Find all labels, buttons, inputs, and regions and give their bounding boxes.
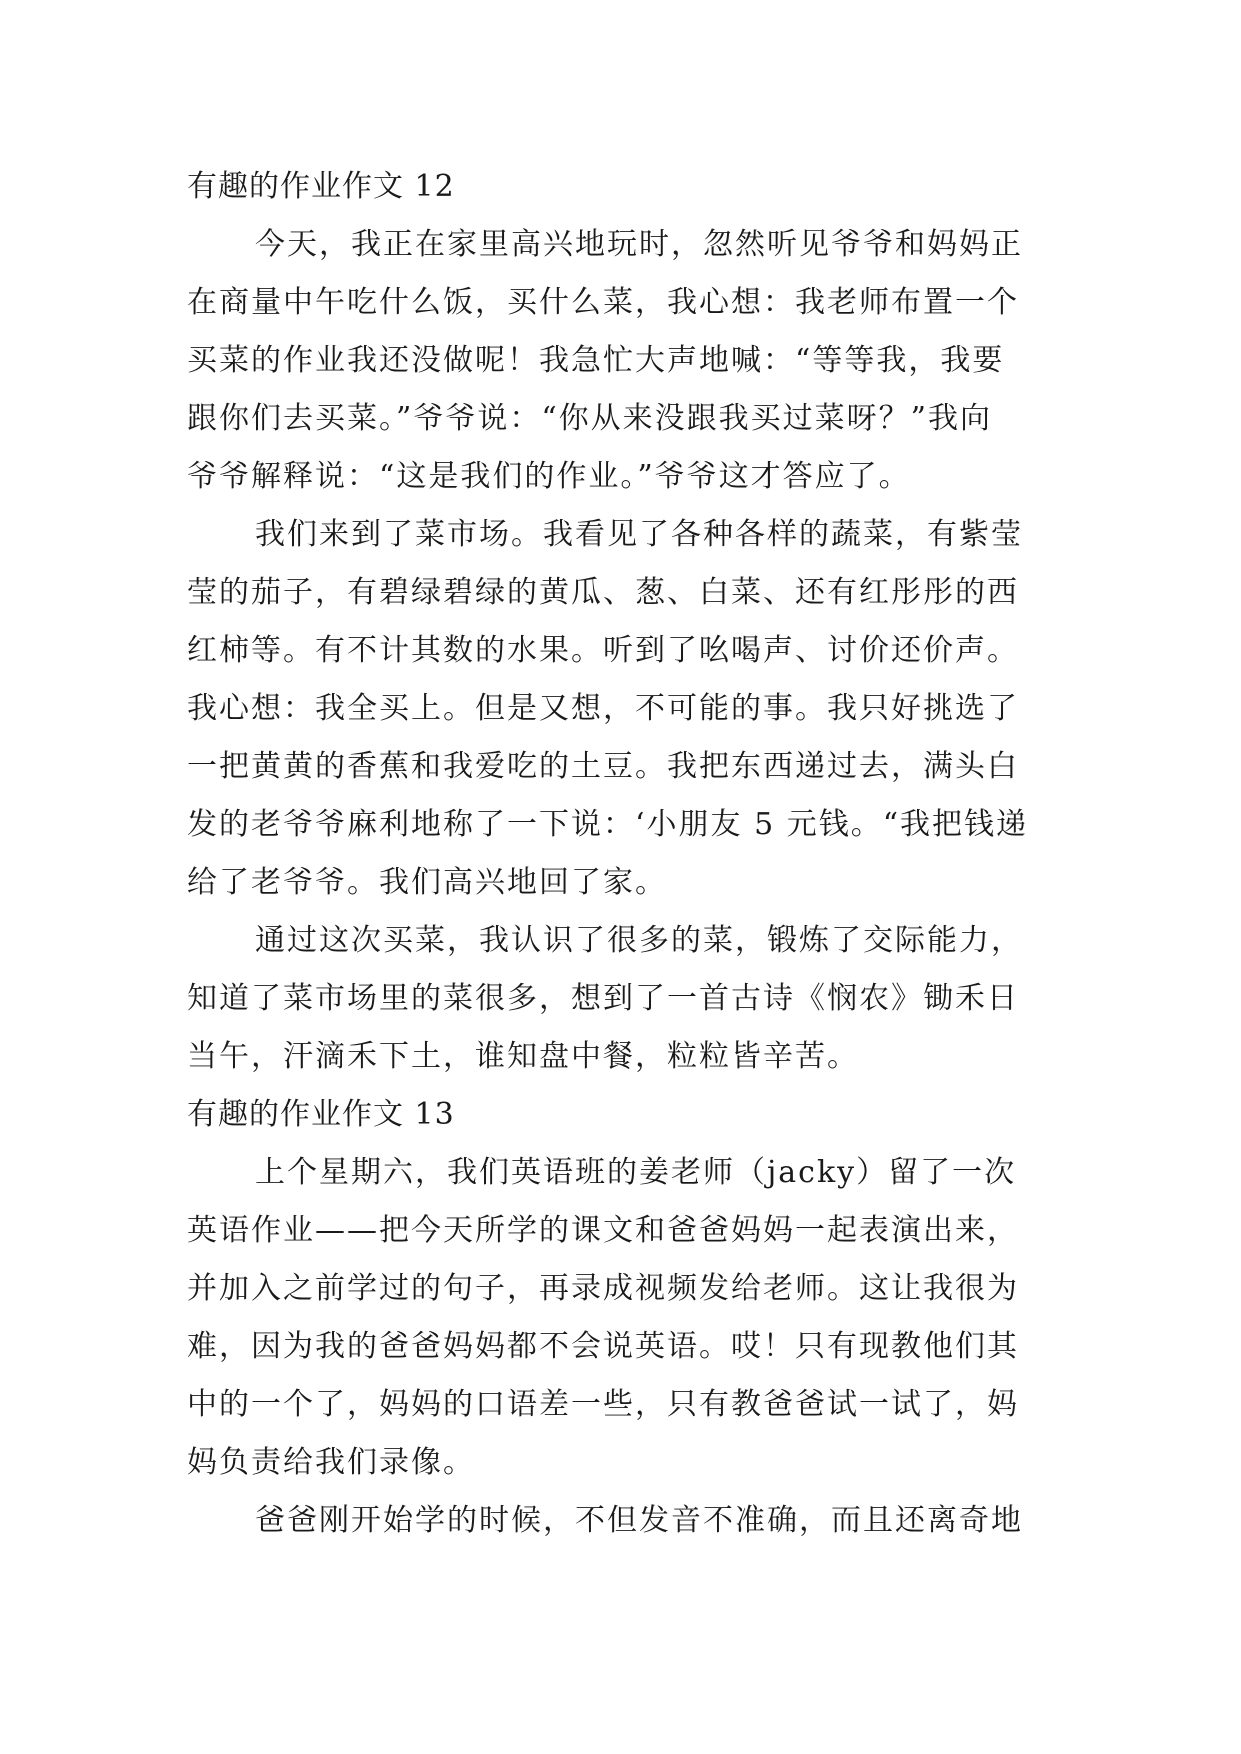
paragraph-line: 上个星期六，我们英语班的姜老师（jacky）留了一次 — [255, 1155, 1017, 1190]
paragraph-line: 难，因为我的爸爸妈妈都不会说英语。哎！只有现教他们其 — [187, 1329, 1019, 1364]
paragraph-line: 当午，汗滴禾下土，谁知盘中餐，粒粒皆辛苦。 — [187, 1039, 859, 1074]
paragraph-line: 我心想：我全买上。但是又想，不可能的事。我只好挑选了 — [187, 691, 1019, 726]
paragraph-line: 爷爷解释说：“这是我们的作业。”爷爷这才答应了。 — [187, 459, 911, 494]
paragraph-line: 莹的茄子，有碧绿碧绿的黄瓜、葱、白菜、还有红彤彤的西 — [187, 575, 1019, 610]
paragraph-line: 今天，我正在家里高兴地玩时，忽然听见爷爷和妈妈正 — [255, 227, 1023, 262]
paragraph-line: 知道了菜市场里的菜很多，想到了一首古诗《悯农》锄禾日 — [187, 981, 1019, 1016]
paragraph-line: 我们来到了菜市场。我看见了各种各样的蔬菜，有紫莹 — [255, 517, 1023, 552]
paragraph-line: 红柿等。有不计其数的水果。听到了吆喝声、讨价还价声。 — [187, 633, 1019, 668]
paragraph-line: 妈负责给我们录像。 — [187, 1445, 475, 1480]
paragraph-line: 买菜的作业我还没做呢！我急忙大声地喊：“等等我，我要 — [187, 343, 1005, 378]
paragraph-line: 一把黄黄的香蕉和我爱吃的土豆。我把东西递过去，满头白 — [187, 749, 1019, 784]
essay-title-13: 有趣的作业作文 13 — [187, 1097, 455, 1132]
paragraph-line: 跟你们去买菜。”爷爷说：“你从来没跟我买过菜呀？”我向 — [187, 401, 993, 436]
paragraph-line: 通过这次买菜，我认识了很多的菜，锻炼了交际能力， — [255, 923, 1023, 958]
essay-title-12: 有趣的作业作文 12 — [187, 169, 455, 204]
paragraph-line: 发的老爷爷麻利地称了一下说：‘小朋友 5 元钱。“我把钱递 — [187, 807, 1029, 842]
paragraph-line: 英语作业——把今天所学的课文和爸爸妈妈一起表演出来， — [187, 1213, 1019, 1248]
paragraph-line: 爸爸刚开始学的时候，不但发音不准确，而且还离奇地 — [255, 1503, 1023, 1538]
paragraph-line: 并加入之前学过的句子，再录成视频发给老师。这让我很为 — [187, 1271, 1019, 1306]
paragraph-line: 在商量中午吃什么饭，买什么菜，我心想：我老师布置一个 — [187, 285, 1019, 320]
paragraph-line: 给了老爷爷。我们高兴地回了家。 — [187, 865, 667, 900]
paragraph-line: 中的一个了，妈妈的口语差一些，只有教爸爸试一试了，妈 — [187, 1387, 1019, 1422]
document-body — [187, 158, 1057, 1550]
